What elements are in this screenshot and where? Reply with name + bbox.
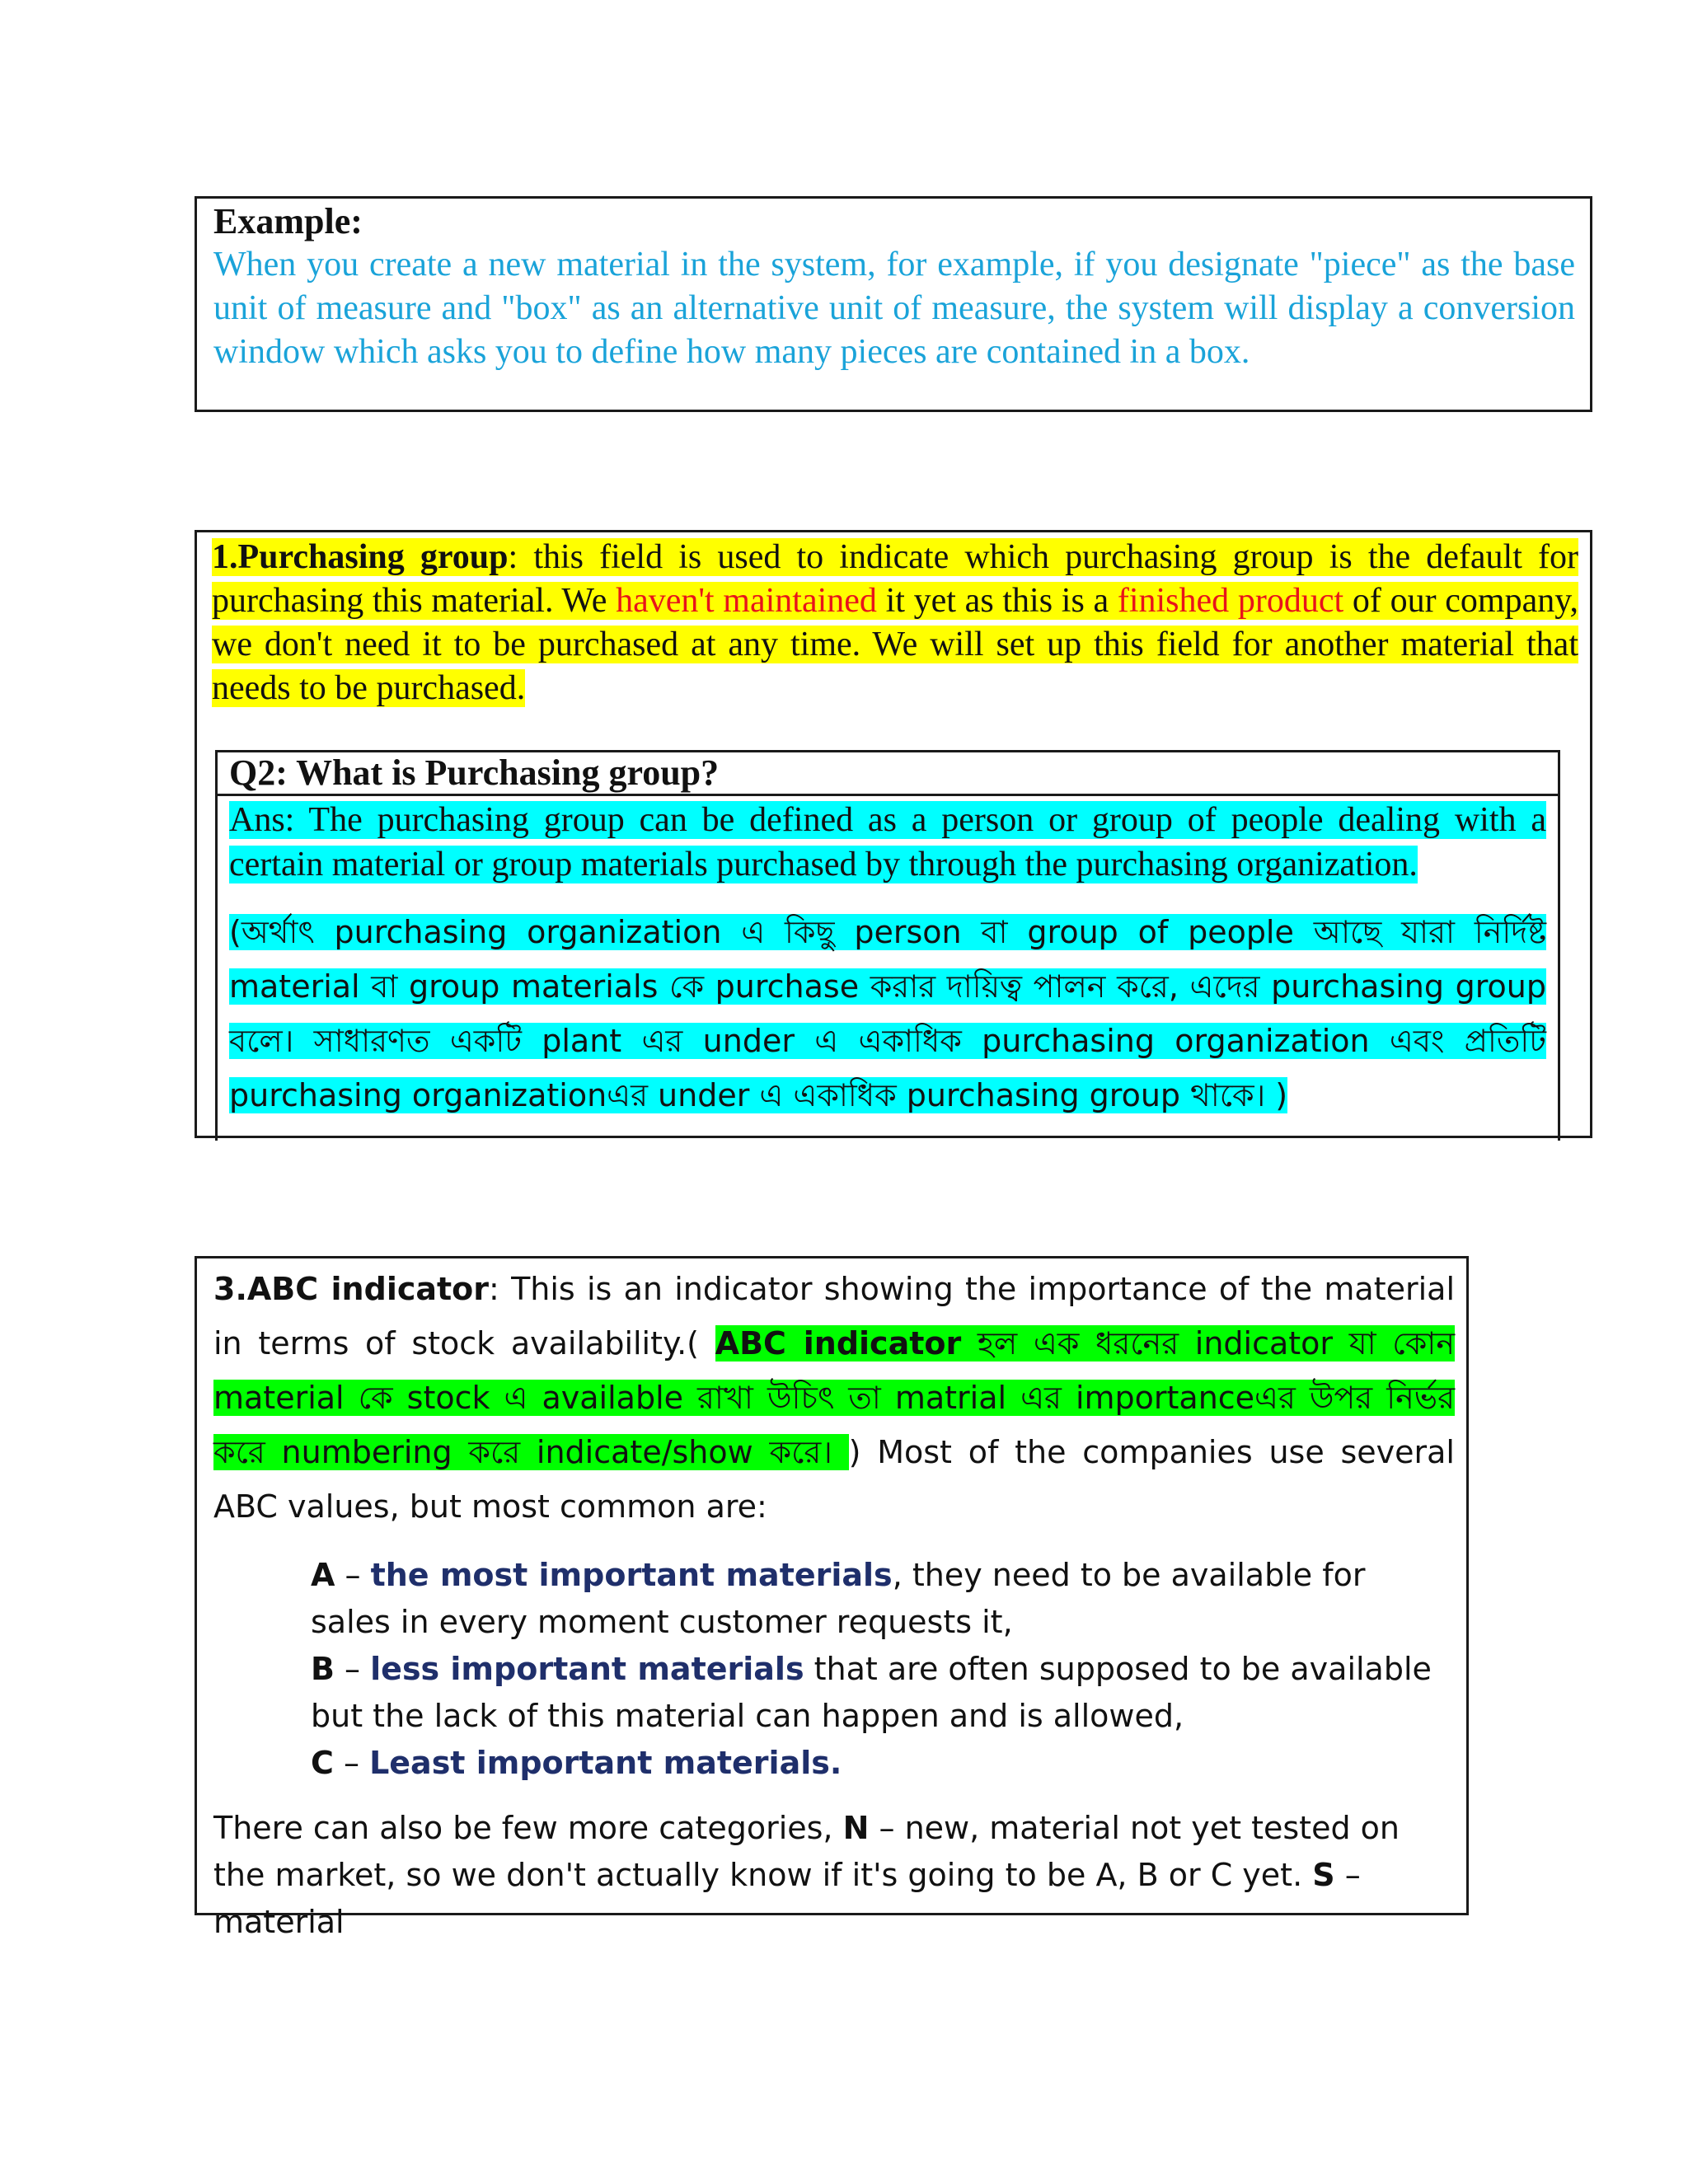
item-dash: – xyxy=(334,1651,371,1687)
item-dash: – xyxy=(335,1557,371,1593)
footer-text-2: – new, material not yet tested on the market, so we don't actually know if it's going to be A, B or C yet. xyxy=(213,1810,1400,1893)
abc-footer-paragraph xyxy=(213,1805,1455,1946)
purchasing-group-box xyxy=(195,530,1592,1138)
list-item-b xyxy=(311,1646,1455,1740)
purchasing-group-highlight xyxy=(212,538,1578,707)
purchasing-group-text-3: of our company, we don't need it to be purchased at any time. We will set up this field for another material that needs to be purchased. xyxy=(212,582,1579,707)
abc-highlight-bold: ABC indicator xyxy=(715,1325,962,1361)
question-heading: Q2: What is Purchasing group? xyxy=(218,752,1558,796)
item-rest: , they need to be available for sales in every moment customer requests it, xyxy=(311,1557,1366,1640)
purchasing-group-paragraph xyxy=(212,536,1578,710)
abc-intro-text: : This is an indicator showing the importance of the material in terms of stock availability.( xyxy=(213,1271,1456,1361)
abc-intro-paragraph xyxy=(213,1262,1455,1534)
item-letter: C xyxy=(311,1745,334,1781)
footer-letter-n: N xyxy=(842,1810,870,1846)
answer-text: Ans: The purchasing group can be defined as a person or group of people dealing with a certain material or group materials purchased by through the purchasing organization. xyxy=(229,801,1546,883)
purchasing-group-label: 1.Purchasing group xyxy=(212,538,509,576)
abc-highlight-text: হল এক ধরনের indicator যা কোন material কে stock এ available রাখা উচিৎ তা matrial এর importanceএর উপর নির্ভর করে numbering করে indicate/show করে। xyxy=(213,1325,1456,1470)
item-letter: A xyxy=(311,1557,335,1593)
abc-indicator-box xyxy=(195,1256,1469,1940)
footer-text-1: There can also be few more categories, xyxy=(213,1810,843,1846)
item-title: Least important materials. xyxy=(369,1745,842,1781)
item-title: the most important materials xyxy=(370,1557,893,1593)
red-text-haven-t-maintained: haven't maintained xyxy=(616,582,877,620)
example-title: Example: xyxy=(213,201,363,241)
example-box xyxy=(195,196,1592,412)
bengali-note-text: (অর্থাৎ purchasing organization এ কিছু person বা group of people আছে যারা নির্দিষ্ট material বা group materials কে purchase করার দায়িত্ব পালন করে, এদের purchasing group বলে। সাধারণত একটি plant এর under এ একাধিক purchasing organization এবং প্রতিটি purchasing organizationএর under এ একাধিক purchasing group থাকে। ) xyxy=(229,914,1546,1113)
bengali-note xyxy=(229,905,1546,1122)
abc-label: 3.ABC indicator xyxy=(213,1271,490,1307)
item-rest: that are often supposed to be available but the lack of this material can happen and is allowed, xyxy=(311,1651,1432,1734)
footer-letter-s: S xyxy=(1312,1857,1335,1893)
list-item-c xyxy=(311,1740,1455,1787)
item-dash: – xyxy=(333,1745,370,1781)
example-body: When you create a new material in the system, for example, if you designate "piece" as the base unit of measure and "box" as an alternative unit of measure, the system will display a conversion window which asks you to define how many pieces are contained in a box. xyxy=(213,246,1575,371)
purchasing-group-text-1: : this field is used to indicate which purchasing group is the default for purchasing this material. We xyxy=(212,538,1579,620)
question-answer-box xyxy=(215,750,1560,1141)
list-item-a xyxy=(311,1552,1455,1646)
item-letter: B xyxy=(311,1651,335,1687)
red-text-finished-product: finished product xyxy=(1117,582,1344,620)
answer-paragraph xyxy=(229,798,1546,887)
footer-text-3: – material xyxy=(213,1857,1361,1940)
item-title: less important materials xyxy=(370,1651,804,1687)
abc-category-list xyxy=(311,1552,1455,1787)
abc-after-text: ) Most of the companies use several ABC values, but most common are: xyxy=(213,1434,1455,1525)
purchasing-group-text-2: it yet as this is a xyxy=(876,582,1118,620)
